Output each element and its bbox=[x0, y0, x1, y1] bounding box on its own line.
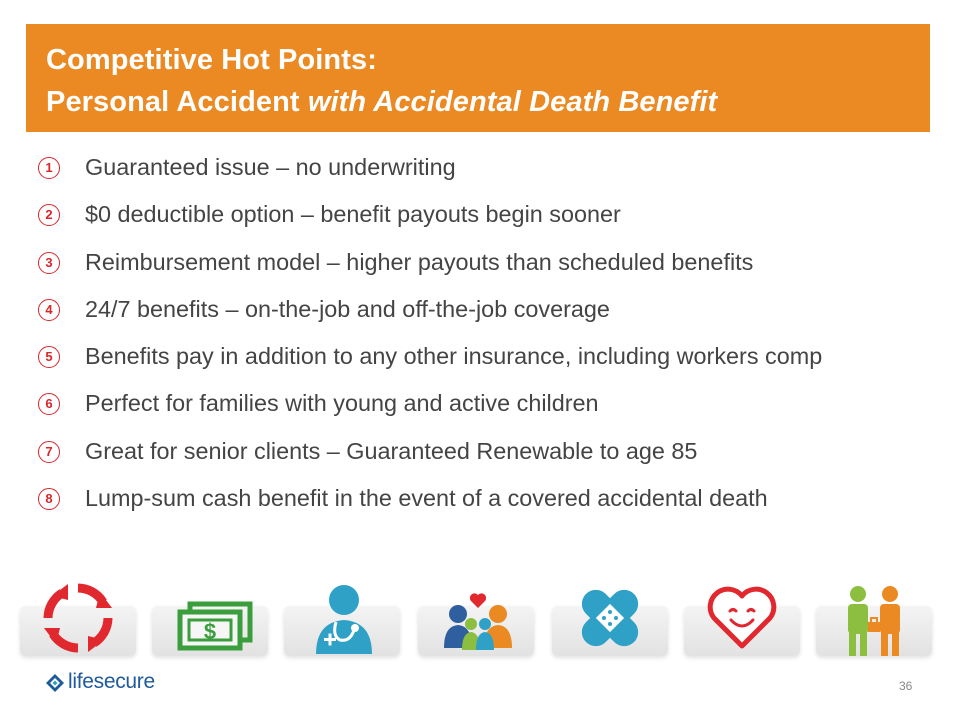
family-heart-icon bbox=[436, 578, 520, 658]
point-text: Great for senior clients – Guaranteed Renewable to age 85 bbox=[85, 437, 698, 464]
hot-point bbox=[36, 388, 936, 435]
title-line-2-italic: with Accidental Death Benefit bbox=[307, 86, 718, 118]
icon-tile bbox=[810, 570, 938, 664]
benefit-icon-strip bbox=[0, 570, 954, 670]
point-number-badge: 3 bbox=[38, 252, 60, 274]
hot-points-list bbox=[36, 152, 936, 530]
point-text: Guaranteed issue – no underwriting bbox=[85, 154, 456, 180]
title-banner bbox=[26, 24, 930, 132]
point-text: Perfect for families with young and active children bbox=[85, 390, 599, 417]
point-number-badge: 5 bbox=[38, 346, 60, 368]
icon-tile bbox=[146, 570, 274, 664]
point-number-badge: 6 bbox=[38, 393, 60, 415]
hot-point bbox=[36, 247, 936, 294]
point-number-badge: 2 bbox=[38, 204, 60, 226]
title-line-2 bbox=[46, 86, 717, 119]
cash-bill-icon bbox=[170, 578, 254, 658]
point-number-badge: 4 bbox=[38, 299, 60, 321]
icon-tile bbox=[412, 570, 540, 664]
point-text: $0 deductible option – benefit payouts begin sooner bbox=[85, 201, 621, 228]
cash-dollar-glyph: $ bbox=[203, 619, 217, 644]
icon-tile bbox=[278, 570, 406, 664]
hot-point bbox=[36, 341, 936, 388]
title-line-2-regular: Personal Accident bbox=[46, 86, 308, 118]
point-text: 24/7 benefits – on-the-job and off-the-job coverage bbox=[85, 295, 610, 322]
hot-point bbox=[36, 294, 936, 341]
senior-couple-icon bbox=[834, 578, 914, 658]
hot-point bbox=[36, 199, 936, 246]
point-text: Lump-sum cash benefit in the event of a covered accidental death bbox=[85, 485, 768, 512]
icon-tile bbox=[14, 570, 142, 664]
icon-tile bbox=[546, 570, 674, 664]
doctor-stethoscope-icon bbox=[302, 578, 382, 658]
hot-point bbox=[36, 436, 936, 483]
hot-point bbox=[36, 152, 936, 199]
bandage-icon bbox=[570, 578, 650, 658]
point-text: Reimbursement model – higher payouts than scheduled benefits bbox=[85, 248, 754, 275]
icon-tile bbox=[678, 570, 806, 664]
smiling-heart-icon bbox=[702, 578, 782, 658]
point-text: Benefits pay in addition to any other insurance, including workers comp bbox=[85, 343, 823, 370]
renewal-arrows-icon bbox=[38, 578, 118, 658]
page-number: 36 bbox=[899, 679, 913, 693]
point-number-badge: 7 bbox=[38, 441, 60, 463]
logo-text: lifesecure bbox=[68, 670, 155, 693]
point-number-badge: 8 bbox=[38, 488, 60, 510]
hot-point bbox=[36, 483, 936, 530]
title-line-1: Competitive Hot Points: bbox=[46, 44, 377, 76]
logo-diamond-icon bbox=[46, 674, 64, 692]
point-number-badge: 1 bbox=[38, 157, 60, 179]
